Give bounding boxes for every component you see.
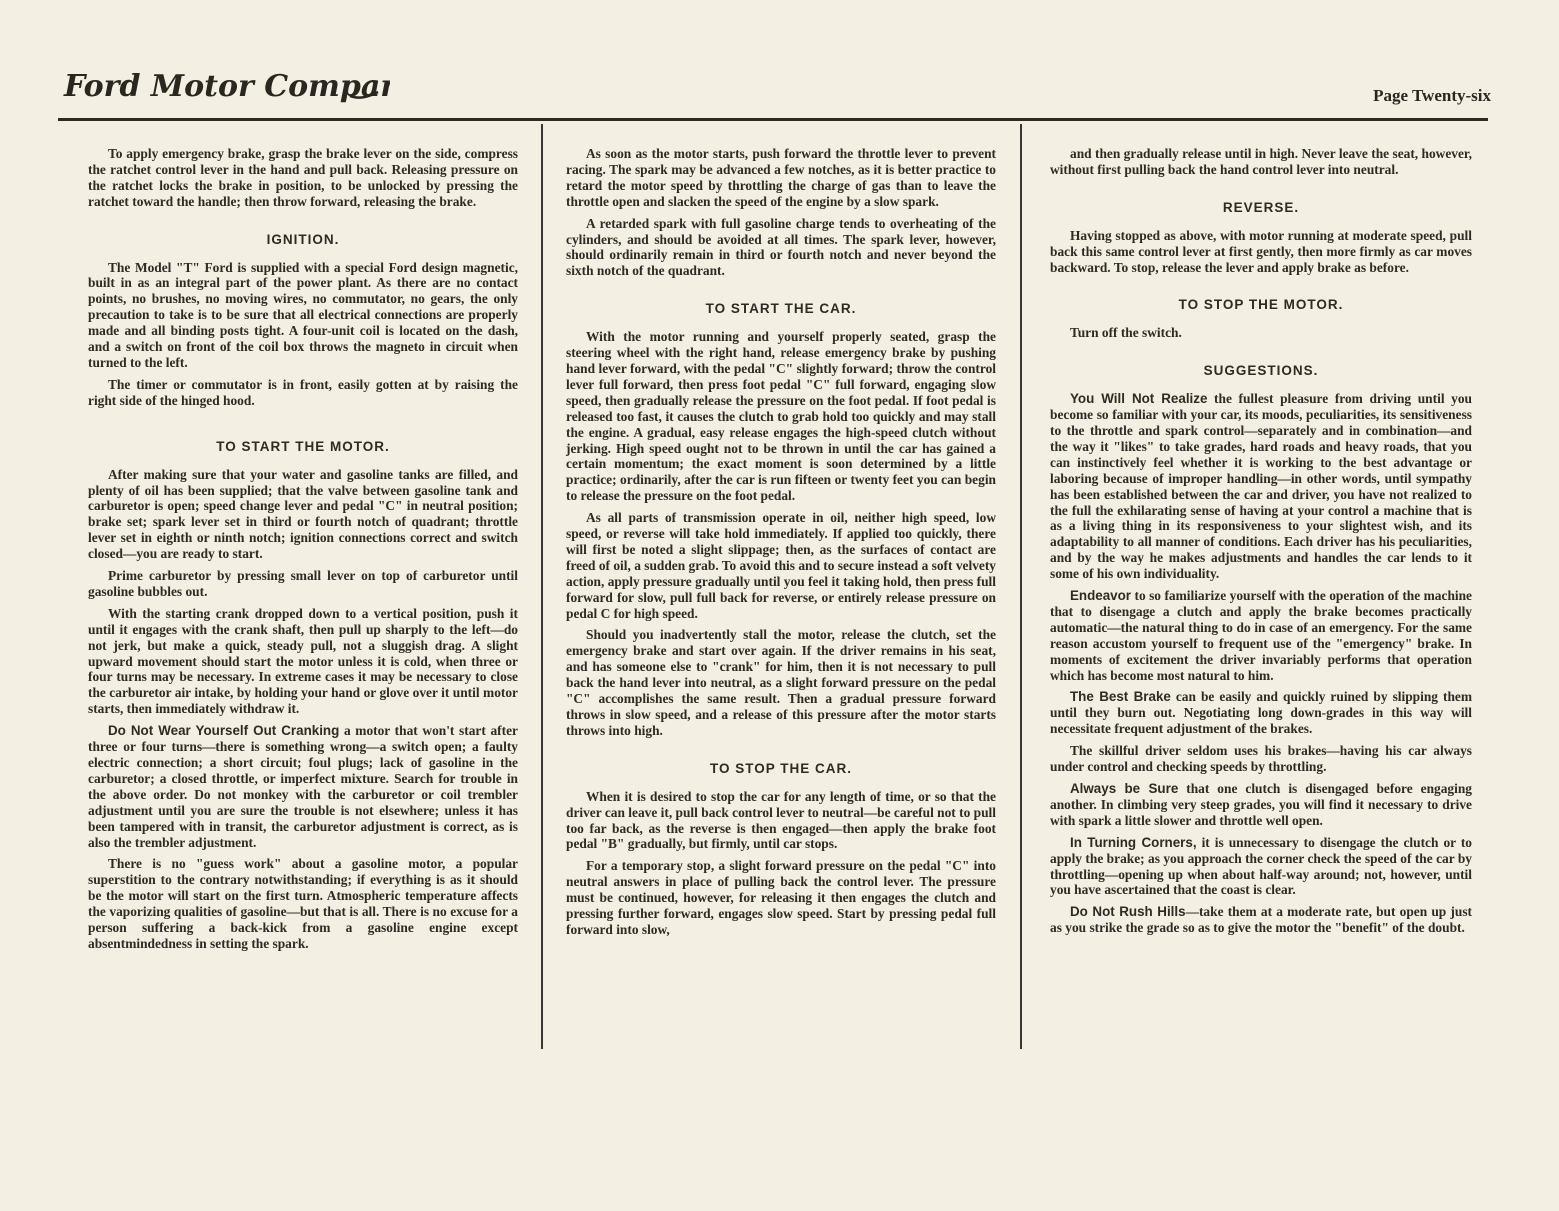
paragraph: With the starting crank dropped down to a vertical position, push it until it engages with the crank shaft, then pull up sharply to the left—do not jerk, but make a quick, steady pull, not a sluggish drag. A slight upward movement should start the motor unless it is cold, when three or four turns may be necessary. In extreme cases it may be necessary to close the carburetor air intake, by holding your hand or glove over it until motor starts, then immediately withdraw it. xyxy=(88,605,518,717)
ford-script-logo-icon xyxy=(60,66,390,106)
paragraph: For a temporary stop, a slight forward pressure on the pedal "C" into neutral answers in place of pulling back the control lever. The pressure must be continued, however, for releasing it then engages the clutch and pressing further forward, engages slow speed. Start by pressing pedal full forward into slow, xyxy=(566,858,996,937)
paragraph xyxy=(1050,904,1472,936)
paragraph: With the motor running and yourself properly seated, grasp the steering wheel with the right hand, release emergency brake by pushing hand lever forward, with the pedal "C" slightly forward; throw the control lever full forward, then press foot pedal "C" full forward, engaging slow speed, then gradually release the pressure on the foot pedal. If foot pedal is released too fast, it causes the clutch to grab hold too quickly and may stall the engine. A gradual, easy release engages the high-speed clutch without jerking. High speed ought not to be thrown in until the car has gained a certain momentum; the exact moment is soon determined by a little practice; ordinarily, after the car is run fifteen or twenty feet you can begin to release the pressure on the foot pedal. xyxy=(566,329,996,504)
paragraph: When it is desired to stop the car for any length of time, or so that the driver can leave it, pull back control lever to neutral—be careful not to pull too far back, as the reverse is then engaged—then apply the brake foot pedal "B" gradually, but firmly, until car stops. xyxy=(566,788,996,852)
paragraph: Turn off the switch. xyxy=(1070,325,1182,341)
section-heading-ignition: IGNITION. xyxy=(266,231,340,247)
lead-phrase: The Best Brake xyxy=(1070,689,1171,705)
lead-phrase: In Turning Corners, xyxy=(1070,834,1197,850)
section-heading-start-motor: TO START THE MOTOR. xyxy=(216,438,390,454)
column-divider-1 xyxy=(541,124,543,1049)
column-1 xyxy=(88,146,518,958)
paragraph-text: the fullest pleasure from driving until you become so familiar with your car, its moods, peculiarities, its sensitiveness to the throttle and spark control—separately and in combination—and the way it "likes" to take grades, hard roads and heavy roads, that you can instinctively feel whether it is working to the best advantage or laboring because of improper handling—in other words, until sympathy has been established between the car and driver, you have not realized to the full the exhilarating sense of having at your control a machine that is as a living thing in its responsiveness to your slightest wish, and its adaptability to all manner of conditions. Each driver has his peculiarities, and by the way he makes adjustments and handles the car lends to it some of his own individuality. xyxy=(1050,391,1472,582)
ford-logo xyxy=(60,66,390,106)
section-heading-stop-motor: TO STOP THE MOTOR. xyxy=(1178,297,1344,313)
section-heading-suggestions: SUGGESTIONS. xyxy=(1203,363,1319,379)
paragraph: Should you inadvertently stall the motor, release the clutch, set the emergency brake and start over again. If the driver remains in his seat, and has someone else to "crank" for him, then it is not necessary to pull back the hand lever into neutral, as a slight forward pressure on the pedal "C" accomplishes the same result. Then a gradual pressure forward throws in slow speed, and a release of this pressure after the motor starts throws into high. xyxy=(566,627,996,738)
section-heading-reverse: REVERSE. xyxy=(1222,199,1300,215)
paragraph: There is no "guess work" about a gasoline motor, a popular superstition to the contrary notwithstanding; if everything is as it should be the motor will start on the first turn. Atmospheric temperature affects the vaporizing qualities of gasoline—but that is all. There is no excuse for a person suffering a back-kick from a gasoline engine except absentmindedness in setting the spark. xyxy=(88,856,518,951)
logo-lettering: Ford Motor Company xyxy=(64,69,390,104)
paragraph: Having stopped as above, with motor running at moderate speed, pull back this same control lever at first gently, then more firmly as car moves backward. To stop, release the lever and apply brake as before. xyxy=(1050,227,1472,275)
column-2 xyxy=(566,146,996,944)
paragraph-text: can be easily and quickly ruined by slipping them until they burn out. Negotiating long down-grades in this way will necessitate frequent adjustment of the brakes. xyxy=(1050,689,1472,737)
paragraph-text: —take them at a moderate rate, but open up just as you strike the grade so as to give the motor the "benefit" of the doubt. xyxy=(1050,904,1473,936)
paragraph-text: a motor that won't start after three or four turns—there is something wrong—a switch open; a faulty electric connection; a short circuit; foul plugs; lack of gasoline in the carburetor; a closed throttle, or imperfect mixture. Search for trouble in the above order. Do not monkey with the carburetor or coil trembler adjustment until you are sure the trouble is not elsewhere; unless it has been tampered with in transit, the carburetor adjustment is correct, as is also the trembler adjustment. xyxy=(88,723,518,850)
paragraph xyxy=(1050,588,1472,683)
section-heading-start-car: TO START THE CAR. xyxy=(705,301,857,317)
paragraph: As all parts of transmission operate in oil, neither high speed, low speed, or reverse will take hold immediately. If applied too quickly, there will first be noted a slight slippage; then, as the surfaces of contact are freed of oil, a sudden grab. To avoid this and to secure instead a soft velvety action, apply pressure gradually until you feel it taking hold, then press full forward for slow, pull full back for reverse, or entirely release pressure on pedal C for high speed. xyxy=(566,510,996,621)
paragraph-text: to so familiarize yourself with the operation of the machine that to disengage a clutch and apply the brake becomes practically automatic—the natural thing to do in case of an emergency. For the same reason accustom yourself to frequent use of the "emergency" brake. In moments of excitement the driver invariably performs that operation which has become most natural to him. xyxy=(1050,588,1472,683)
paragraph xyxy=(1050,781,1472,829)
paragraph xyxy=(1050,689,1472,737)
paragraph xyxy=(1050,391,1472,582)
paragraph: As soon as the motor starts, push forward the throttle lever to prevent racing. The spark may be advanced a few notches, as it is better practice to retard the motor speed by throttling the charge of gas than to leave the throttle open and slacken the speed of the engine by a slow spark. xyxy=(566,146,996,209)
page-number: Page Twenty-six xyxy=(1373,86,1491,105)
paragraph xyxy=(88,723,518,850)
paragraph-text: it is unnecessary to disengage the clutch or to apply the brake; as you approach the corner check the speed of the car by throttling—opening up when about half-way around; not, however, until you have ascertained that the coast is clear. xyxy=(1050,834,1473,898)
lead-phrase: You Will Not Realize xyxy=(1070,391,1208,407)
lead-phrase: Always be Sure xyxy=(1070,781,1179,796)
paragraph: The Model "T" Ford is supplied with a special Ford design magnetic, built in as an integral part of the power plant. As there are no contact points, no brushes, no moving wires, no commutator, no gears, the only precaution to take is to be sure that all electrical connections are properly made and all binding posts tight. A four-unit coil is located on the dash, and a switch on front of the coil box throws the magneto in circuit when turned to the left. xyxy=(88,259,518,370)
paragraph: The skillful driver seldom uses his brakes—having his car always under control and checking speeds by throttling. xyxy=(1050,743,1472,775)
section-heading-stop-car: TO STOP THE CAR. xyxy=(709,760,853,776)
paragraph: To apply emergency brake, grasp the brake lever on the side, compress the ratchet control lever in the hand and pull back. Releasing pressure on the ratchet locks the brake in position, to be unlocked by pressing the ratchet toward the handle; then throw forward, releasing the brake. xyxy=(88,146,518,209)
paragraph-text: that one clutch is disengaged before engaging another. In climbing very steep grades, you will find it necessary to drive with spark a little slower and throttle well open. xyxy=(1050,781,1472,828)
column-3 xyxy=(1050,146,1472,942)
paragraph: After making sure that your water and gasoline tanks are filled, and plenty of oil has been supplied; that the valve between gasoline tank and carburetor is open; speed change lever and pedal "C" in neutral position; brake set; spark lever set in third or fourth notch of quadrant; throttle lever set in eighth or ninth notch; ignition connections correct and switch closed—you are ready to start. xyxy=(88,466,518,562)
column-divider-2 xyxy=(1020,124,1022,1049)
paragraph: and then gradually release until in high. Never leave the seat, however, without first pulling back the hand control lever into neutral. xyxy=(1050,146,1472,177)
paragraph: A retarded spark with full gasoline charge tends to overheating of the cylinders, and should be avoided at all times. The spark lever, however, should ordinarily remain in third or fourth notch and never beyond the sixth notch of the quadrant. xyxy=(566,215,996,279)
lead-phrase: Endeavor xyxy=(1070,588,1132,604)
paragraph: Prime carburetor by pressing small lever on top of carburetor until gasoline bubbles out. xyxy=(88,568,518,599)
paragraph xyxy=(1050,835,1472,899)
lead-phrase: Do Not Rush Hills xyxy=(1070,904,1186,920)
lead-phrase: Do Not Wear Yourself Out Cranking xyxy=(108,723,340,739)
paragraph: The timer or commutator is in front, easily gotten at by raising the right side of the hinged hood. xyxy=(88,376,518,408)
header-rule xyxy=(58,118,1488,121)
